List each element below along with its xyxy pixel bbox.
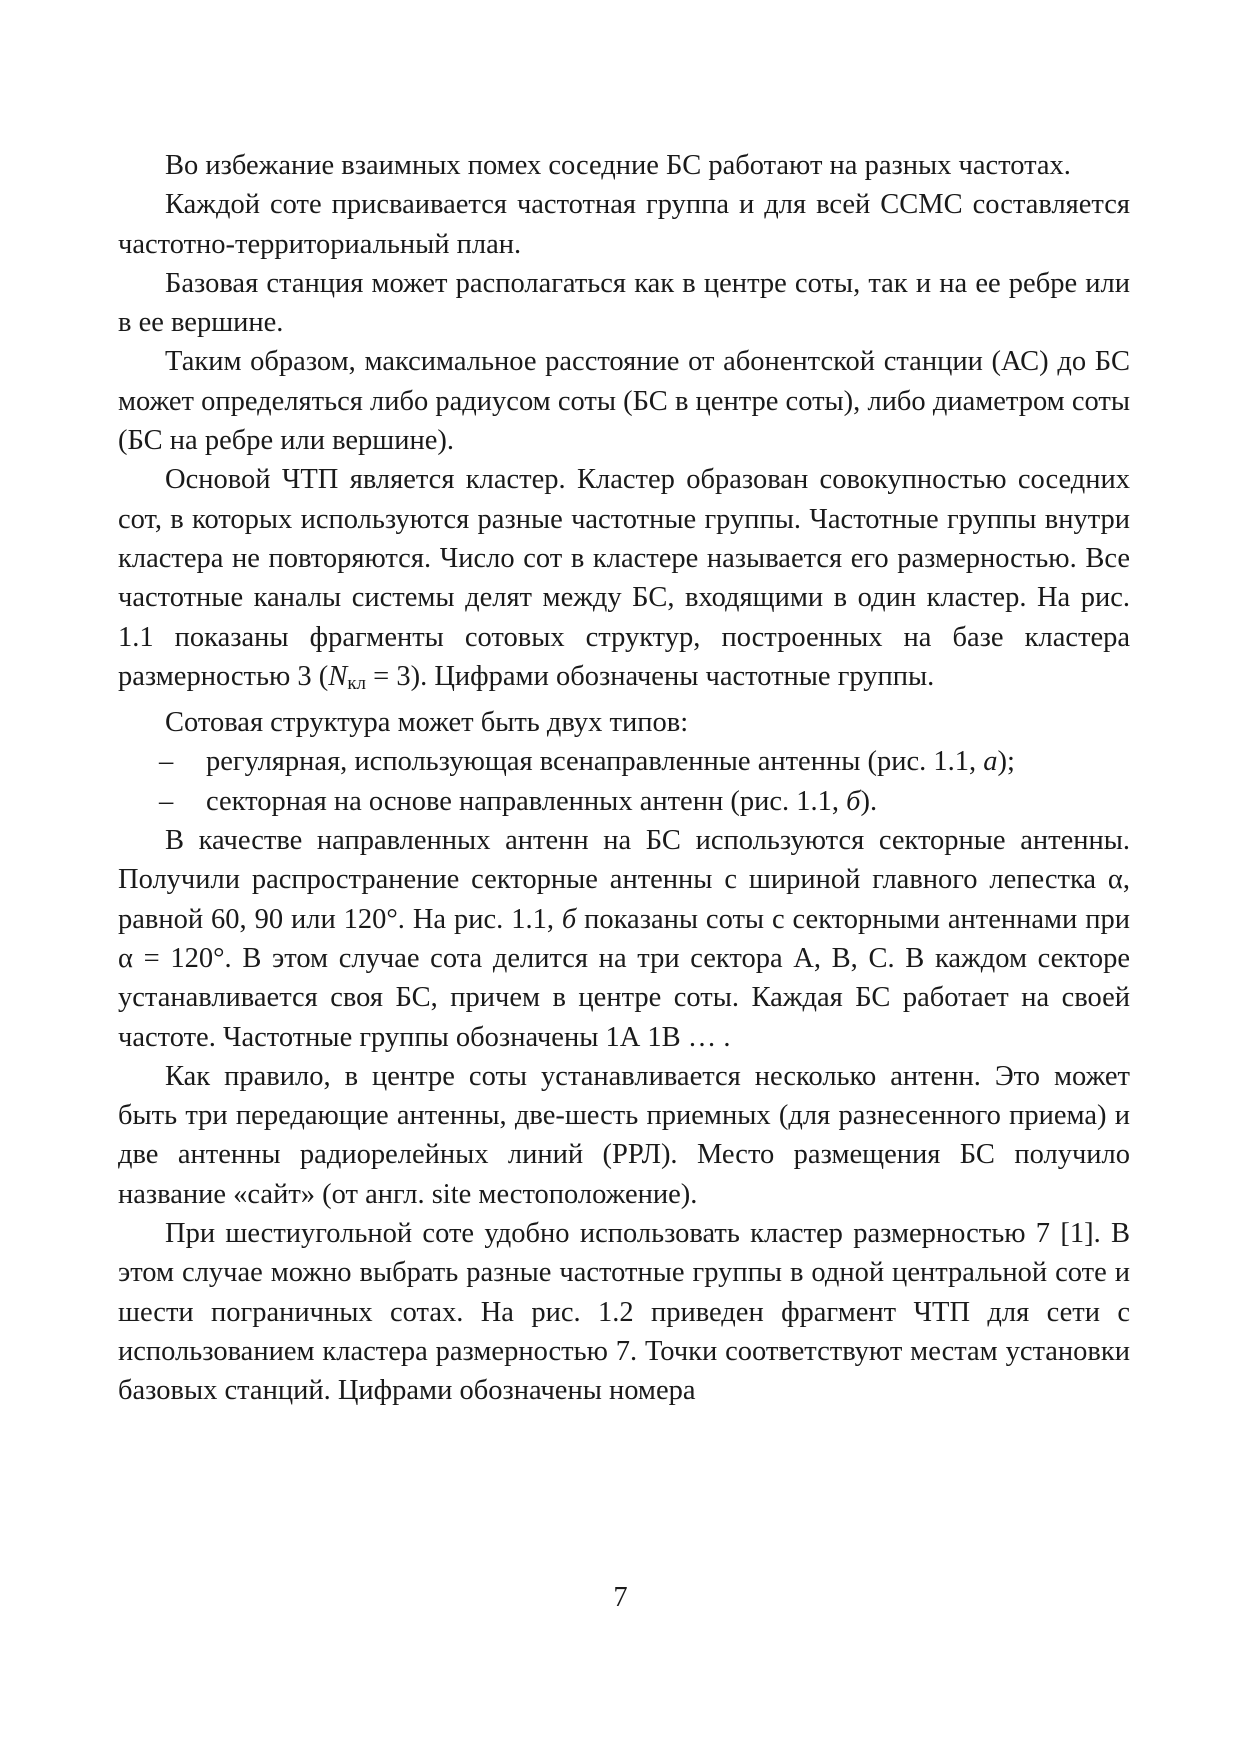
figure-letter-a: а — [983, 746, 998, 778]
list-item-sector-text: секторная на основе направленных антенн (рис. 1.1, — [206, 785, 847, 817]
paragraph-interference: Во избежание взаимных помех соседние БС работают на разных частотах. — [165, 150, 1071, 181]
cluster-text-start: Основой ЧТП является кластер. Кластер образован совокупностью соседних сот, в которых используются разные частотные группы. Частотные группы внутри кластера не повторяются. Число сот в кластере называется его размерностью. Все частотные каналы системы делят между БС, входящими в один кластер. На рис. 1.1 показаны фрагменты сотовых структур, построенных на базе кластера размерностью 3 ( — [118, 464, 1130, 692]
sector-antennas-text-start: В качестве направленных антенн на БС используются секторные антенны. Получили распространение секторные антенны с шириной главного лепестка α, равной 60, 90 или 120°. На рис. 1.1, — [118, 825, 1130, 935]
figure-letter-b: б — [846, 785, 861, 817]
paragraph-max-distance: Таким образом, максимальное расстояние от абонентской станции (АС) до БС может определяться либо радиусом соты (БС в центре соты), либо диаметром соты (БС на ребре или вершине). — [118, 346, 1130, 457]
page-number: 7 — [613, 1582, 628, 1613]
paragraph-base-station-location: Базовая станция может располагаться как в центре соты, так и на ее ребре или в ее вершине. — [118, 267, 1130, 339]
list-item-regular-text: регулярная, использующая всенаправленные антенны (рис. 1.1, — [206, 746, 984, 778]
cluster-size-subscript: кл — [347, 672, 367, 694]
figure-letter-b-ref: б — [561, 903, 577, 935]
paragraph-sector-antennas — [118, 821, 1130, 1057]
list-item-sector-end: ). — [860, 785, 878, 817]
list-item-regular-end: ); — [997, 746, 1015, 778]
paragraph-hexagonal-cluster: При шестиугольной соте удобно использовать кластер размерностью 7 [1]. В этом случае можно выбрать разные частотные группы в одной центральной соте и шести пограничных сотах. На рис. 1.2 приведен фрагмент ЧТП для сети с использованием кластера размерностью 7. Точки соответствуют местам установки базовых станций. Цифрами обозначены номера — [118, 1218, 1130, 1407]
list-item-sector — [118, 782, 1130, 821]
paragraph-site: Как правило, в центре соты устанавливается несколько антенн. Это может быть три передающие антенны, две-шесть приемных (для разнесенного приема) и две антенны радиорелейных линий (РРЛ). Место размещения БС получило название «сайт» (от англ. site местоположение). — [118, 1060, 1130, 1210]
list-dash: – — [159, 785, 174, 817]
cluster-text-end: = 3). Цифрами обозначены частотные группы. — [366, 660, 935, 692]
paragraph-structure-types: Сотовая структура может быть двух типов: — [165, 707, 689, 739]
list-item-regular — [118, 742, 1130, 781]
paragraph-frequency-plan: Каждой соте присваивается частотная группа и для всей ССМС составляется частотно-территориальный план. — [118, 189, 1130, 260]
cluster-size-variable: N — [328, 660, 348, 692]
paragraph-cluster — [118, 460, 1130, 703]
list-dash: – — [159, 746, 174, 778]
page-body — [118, 146, 1130, 1411]
sector-antennas-text-end: показаны соты с секторными антеннами при α = 120°. В этом случае сота делится на три сектора А, В, С. В каждом секторе устанавливается своя БС, причем в центре соты. Каждая БС работает на своей частоте. Частотные группы обозначены 1А 1В … . — [118, 903, 1130, 1053]
